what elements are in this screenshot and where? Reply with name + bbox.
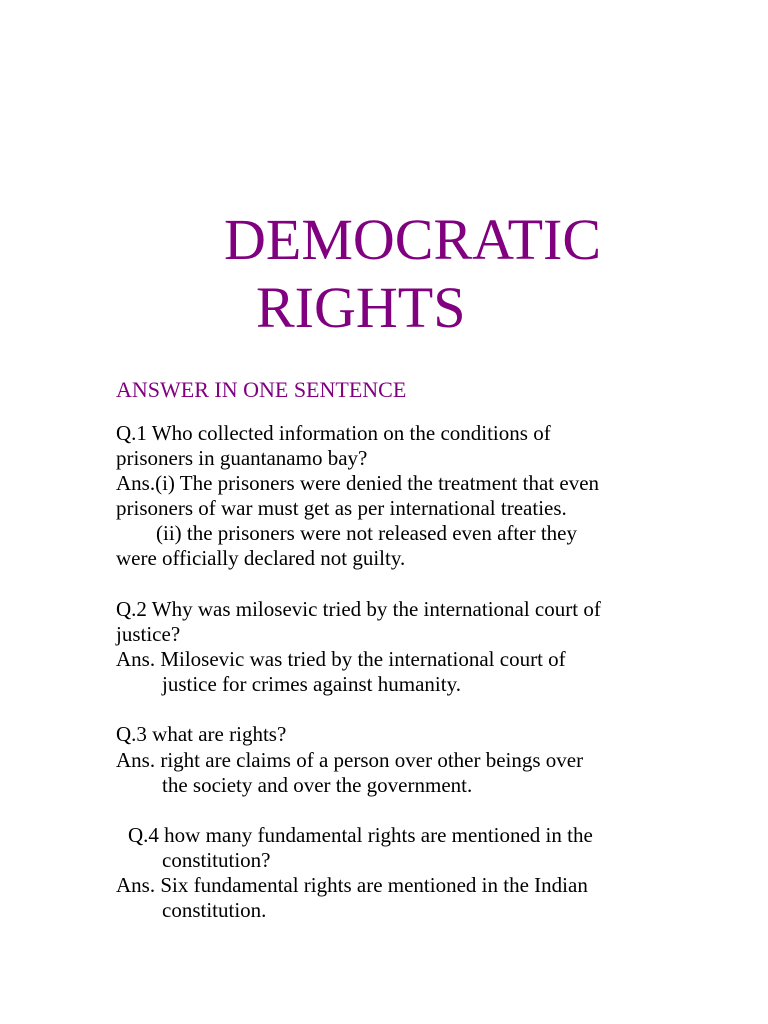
q3-question-line-1: Q.3 what are rights?: [116, 722, 287, 746]
q2-question-line-2: justice?: [116, 622, 181, 646]
q1-answer-line-4: were officially declared not guilty.: [116, 546, 406, 570]
q2-answer-line-1: Ans. Milosevic was tried by the international court of: [116, 647, 566, 671]
page-title-line-2: RIGHTS: [256, 275, 466, 340]
q1-question-line-2: prisoners in guantanamo bay?: [116, 446, 368, 470]
q1-answer-line-3: (ii) the prisoners were not released even after they: [156, 521, 577, 545]
q4-question-line-2: constitution?: [162, 848, 271, 872]
q4-answer-line-1: Ans. Six fundamental rights are mentioned in the Indian: [116, 873, 588, 897]
q4-question-line-1: Q.4 how many fundamental rights are mentioned in the: [128, 823, 593, 847]
q3-answer-line-1: Ans. right are claims of a person over other beings over: [116, 748, 584, 772]
q1-answer-line-1: Ans.(i) The prisoners were denied the treatment that even: [116, 471, 600, 495]
page-title-line-1: DEMOCRATIC: [224, 207, 602, 272]
section-heading: ANSWER IN ONE SENTENCE: [116, 377, 407, 402]
q1-question-line-1: Q.1 Who collected information on the conditions of: [116, 421, 551, 445]
q1-answer-line-2: prisoners of war must get as per international treaties.: [116, 496, 567, 520]
q3-answer-line-2: the society and over the government.: [162, 773, 473, 797]
q2-question-line-1: Q.2 Why was milosevic tried by the international court of: [116, 597, 601, 621]
q4-answer-line-2: constitution.: [162, 898, 267, 922]
q2-answer-line-2: justice for crimes against humanity.: [162, 672, 461, 696]
